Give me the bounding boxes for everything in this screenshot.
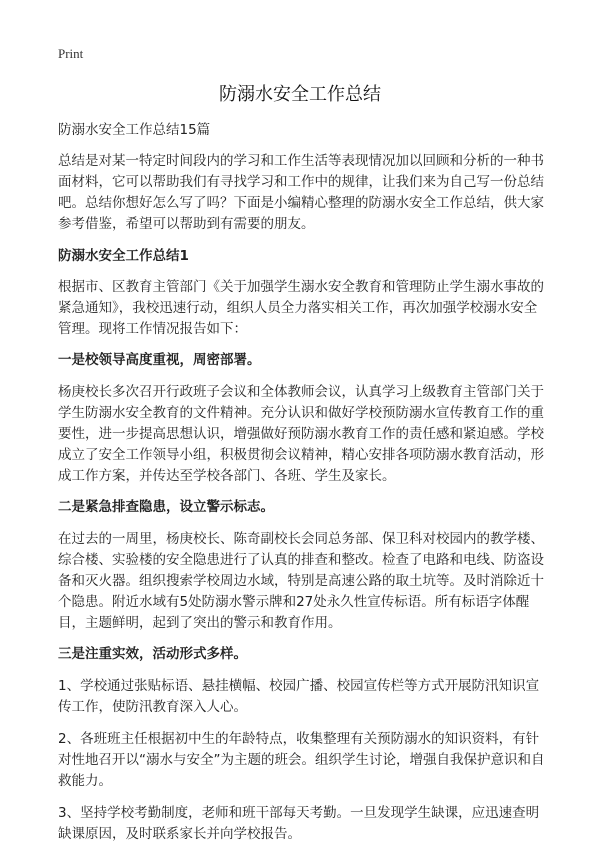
article-body: [58, 120, 548, 856]
article-heading: 防溺水安全工作总结1: [58, 248, 189, 264]
section-body-2: 在过去的一周里，杨庚校长、陈奇副校长会同总务部、保卫科对校园内的教学楼、综合楼、实验楼的安全隐患进行了认真的排查和整改。检查了电路和电线、防盗设备和灭火器。组织搜索学校周边水域，特别是高速公路的取土坑等。及时消除近十个隐患。附近水域有5处防溺水警示牌和27处永久性宣传标语。所有标语字体醒目，主题鲜明，起到了突出的警示和教育作用。: [58, 531, 544, 631]
page-title: 防溺水安全工作总结: [219, 84, 381, 105]
subtitle: 防溺水安全工作总结15篇: [58, 122, 211, 138]
list-item: 3、坚持学校考勤制度，老师和班干部每天考勤。一旦发现学生缺课，应迅速查明缺课原因，及时联系家长并向学校报告。: [58, 805, 540, 842]
print-link[interactable]: Print: [58, 46, 84, 61]
intro-paragraph: 总结是对某一特定时间段内的学习和工作生活等表现情况加以回顾和分析的一种书面材料，它可以帮助我们有寻找学习和工作中的规律，让我们来为自己写一份总结吧。总结你想好怎么写了吗？下面是小编精心整理的防溺水安全工作总结，供大家参考借鉴，希望可以帮助到有需要的朋友。: [58, 153, 544, 232]
lead-paragraph: 根据市、区教育主管部门《关于加强学生溺水安全教育和管理防止学生溺水事故的紧急通知》，我校迅速行动，组织人员全力落实相关工作，再次加强学校溺水安全管理。现将工作情况报告如下：: [58, 279, 544, 337]
section-heading-1: 一是校领导高度重视，周密部署。: [58, 352, 261, 368]
section-body-1: 杨庚校长多次召开行政班子会议和全体教师会议，认真学习上级教育主管部门关于学生防溺水安全教育的文件精神。充分认识和做好学校预防溺水宣传教育工作的重要性，进一步提高思想认识，增强做好预防溺水教育工作的责任感和紧迫感。学校成立了安全工作领导小组，积极贯彻会议精神，精心安排各项防溺水教育活动，形成工作方案，并传达至学校各部门、各班、学生及家长。: [58, 384, 544, 484]
section-heading-2: 二是紧急排查隐患，设立警示标志。: [58, 499, 274, 515]
section-heading-3: 三是注重实效，活动形式多样。: [58, 646, 247, 662]
list-item: 1、学校通过张贴标语、悬挂横幅、校园广播、校园宣传栏等方式开展防汛知识宣传工作，使防汛教育深入人心。: [58, 678, 540, 715]
list-item: 2、各班班主任根据初中生的年龄特点，收集整理有关预防溺水的知识资料，有针对性地召开以“溺水与安全”为主题的班会。组织学生讨论，增强自我保护意识和自救能力。: [58, 731, 545, 789]
